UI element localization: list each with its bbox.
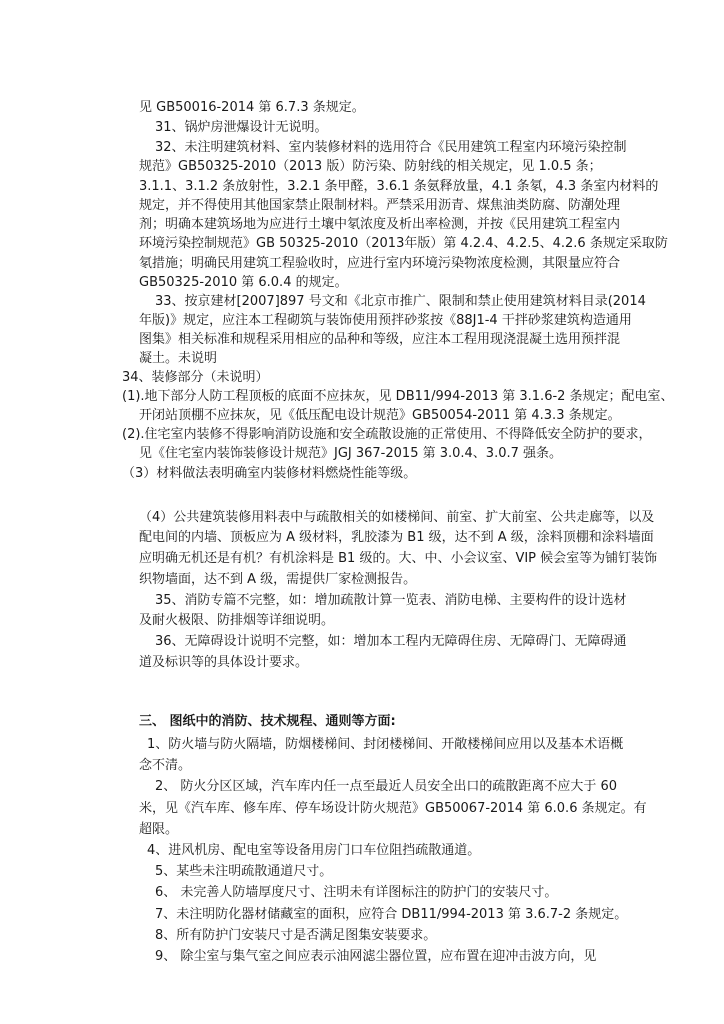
text-line-27: 36、无障碍设计说明不完整，如：增加本工程内无障碍住房、无障碍门、无障碍通 — [155, 634, 627, 649]
text-line-20: （3）材料做法表明确室内装修材料燃烧性能等级。 — [122, 466, 417, 481]
text-line-24: 织物墙面，达不到 A 级，需提供厂家检测报告。 — [139, 572, 417, 587]
text-line-40: 9、 除尘室与集气室之间应表示油网滤尘器位置，应布置在迎冲击波方向，见 — [155, 949, 597, 964]
text-line-38: 7、未注明防化器材储藏室的面积，应符合 DB11/994-2013 第 3.6.7-2 条规定。 — [155, 907, 628, 922]
text-line-33: 米，见《汽车库、修车库、停车场设计防火规范》GB50067-2014 第 6.0.6 条规定。有 — [139, 801, 647, 816]
text-line-16: (1).地下部分人防工程顶板的底面不应抹灰，见 DB11/994-2013 第 3.1.6-2 条规定；配电室、 — [122, 389, 674, 404]
text-line-11: 33、按京建材[2007]897 号文和《北京市推广、限制和禁止使用建筑材料目录(2014 — [155, 294, 646, 309]
text-line-39: 8、所有防护门安装尺寸是否满足图集安装要求。 — [155, 928, 437, 943]
text-line-31: 念不清。 — [139, 758, 192, 773]
text-line-18: (2).住宅室内装修不得影响消防设施和安全疏散设施的正常使用、不得降低安全防护的要求， — [122, 427, 652, 442]
text-line-6: 规定，并不得使用其他国家禁止限制材料。严禁采用沥青、煤焦油类防腐、防潮处理 — [139, 198, 621, 213]
text-line-7: 剂；明确本建筑场地为应进行土壤中氡浓度及析出率检测，并按《民用建筑工程室内 — [139, 217, 621, 232]
text-line-12: 年版)》规定，应注本工程砌筑与装饰使用预拌砂浆按《88J1-4 干拌砂浆建筑构造通用 — [139, 313, 632, 328]
text-line-17: 开闭站顶棚不应抹灰，见《低压配电设计规范》GB50054-2011 第 4.3.3 条规定。 — [139, 408, 621, 423]
text-line-13: 图集》相关标准和规程采用相应的品种和等级，应注本工程用现浇混凝土选用预拌混 — [139, 332, 621, 347]
text-line-21: （4）公共建筑装修用料表中与疏散相关的如楼梯间、前室、扩大前室、公共走廊等，以及 — [139, 510, 655, 525]
text-line-10: GB50325-2010 第 6.0.4 的规定。 — [139, 275, 348, 290]
text-line-22: 配电间的内墙、顶板应为 A 级材料，乳胶漆为 B1 级，达不到 A 级，涂料顶棚和涂料墙面 — [139, 530, 654, 545]
text-line-34: 超限。 — [139, 822, 179, 837]
text-line-30: 1、防火墙与防火隔墙，防烟楼梯间、封闭楼梯间、开敞楼梯间应用以及基本术语概 — [147, 737, 624, 752]
section-34-heading: 34、装修部分（未说明） — [122, 370, 269, 385]
text-line-35: 4、进风机房、配电室等设备用房门口车位阻挡疏散通道。 — [147, 843, 481, 858]
text-line-9: 氡措施；明确民用建筑工程验收时，应进行室内环境污染物浓度检测，其限量应符合 — [139, 256, 621, 271]
text-line-3: 32、未注明建筑材料、室内装修材料的选用符合《民用建筑工程室内环境污染控制 — [155, 140, 627, 155]
text-line-4: 规范》GB50325-2010（2013 版）防污染、防射线的相关规定，见 1.0.5 条； — [139, 159, 602, 174]
text-line-23: 应明确无机还是有机？有机涂料是 B1 级的。大、中、小会议室、VIP 候会室等为铺钉装饰 — [139, 551, 658, 566]
text-line-37: 6、 未完善人防墙厚度尺寸、注明未有详图标注的防护门的安装尺寸。 — [155, 885, 558, 900]
text-line-14: 凝土。未说明 — [139, 351, 218, 366]
text-line-8: 环境污染控制规范》GB 50325-2010（2013年版）第 4.2.4、4.2.5、4.2.6 条规定采取防 — [139, 236, 668, 251]
text-line-36: 5、某些未注明疏散通道尺寸。 — [155, 864, 333, 879]
text-line-28: 道及标识等的具体设计要求。 — [139, 655, 309, 670]
section-3-heading: 三、 图纸中的消防、技术规程、通则等方面: — [139, 714, 396, 729]
text-line-1: 见 GB50016-2014 第 6.7.3 条规定。 — [139, 100, 365, 115]
text-line-26: 及耐火极限、防排烟等详细说明。 — [139, 613, 335, 628]
text-line-5: 3.1.1、3.1.2 条放射性，3.2.1 条甲醛，3.6.1 条氨释放量，4.1 条氡，4.3 条室内材料的 — [139, 179, 659, 194]
text-line-25: 35、消防专篇不完整，如：增加疏散计算一览表、消防电梯、主要构件的设计选材 — [155, 593, 627, 608]
text-line-2: 31、锅炉房泄爆设计无说明。 — [155, 120, 328, 135]
text-line-32: 2、 防火分区区域，汽车库内任一点至最近人员安全出口的疏散距离不应大于 60 — [155, 779, 618, 794]
text-line-19: 见《住宅室内装饰装修设计规范》JGJ 367-2015 第 3.0.4、3.0.7 强条。 — [139, 446, 563, 461]
